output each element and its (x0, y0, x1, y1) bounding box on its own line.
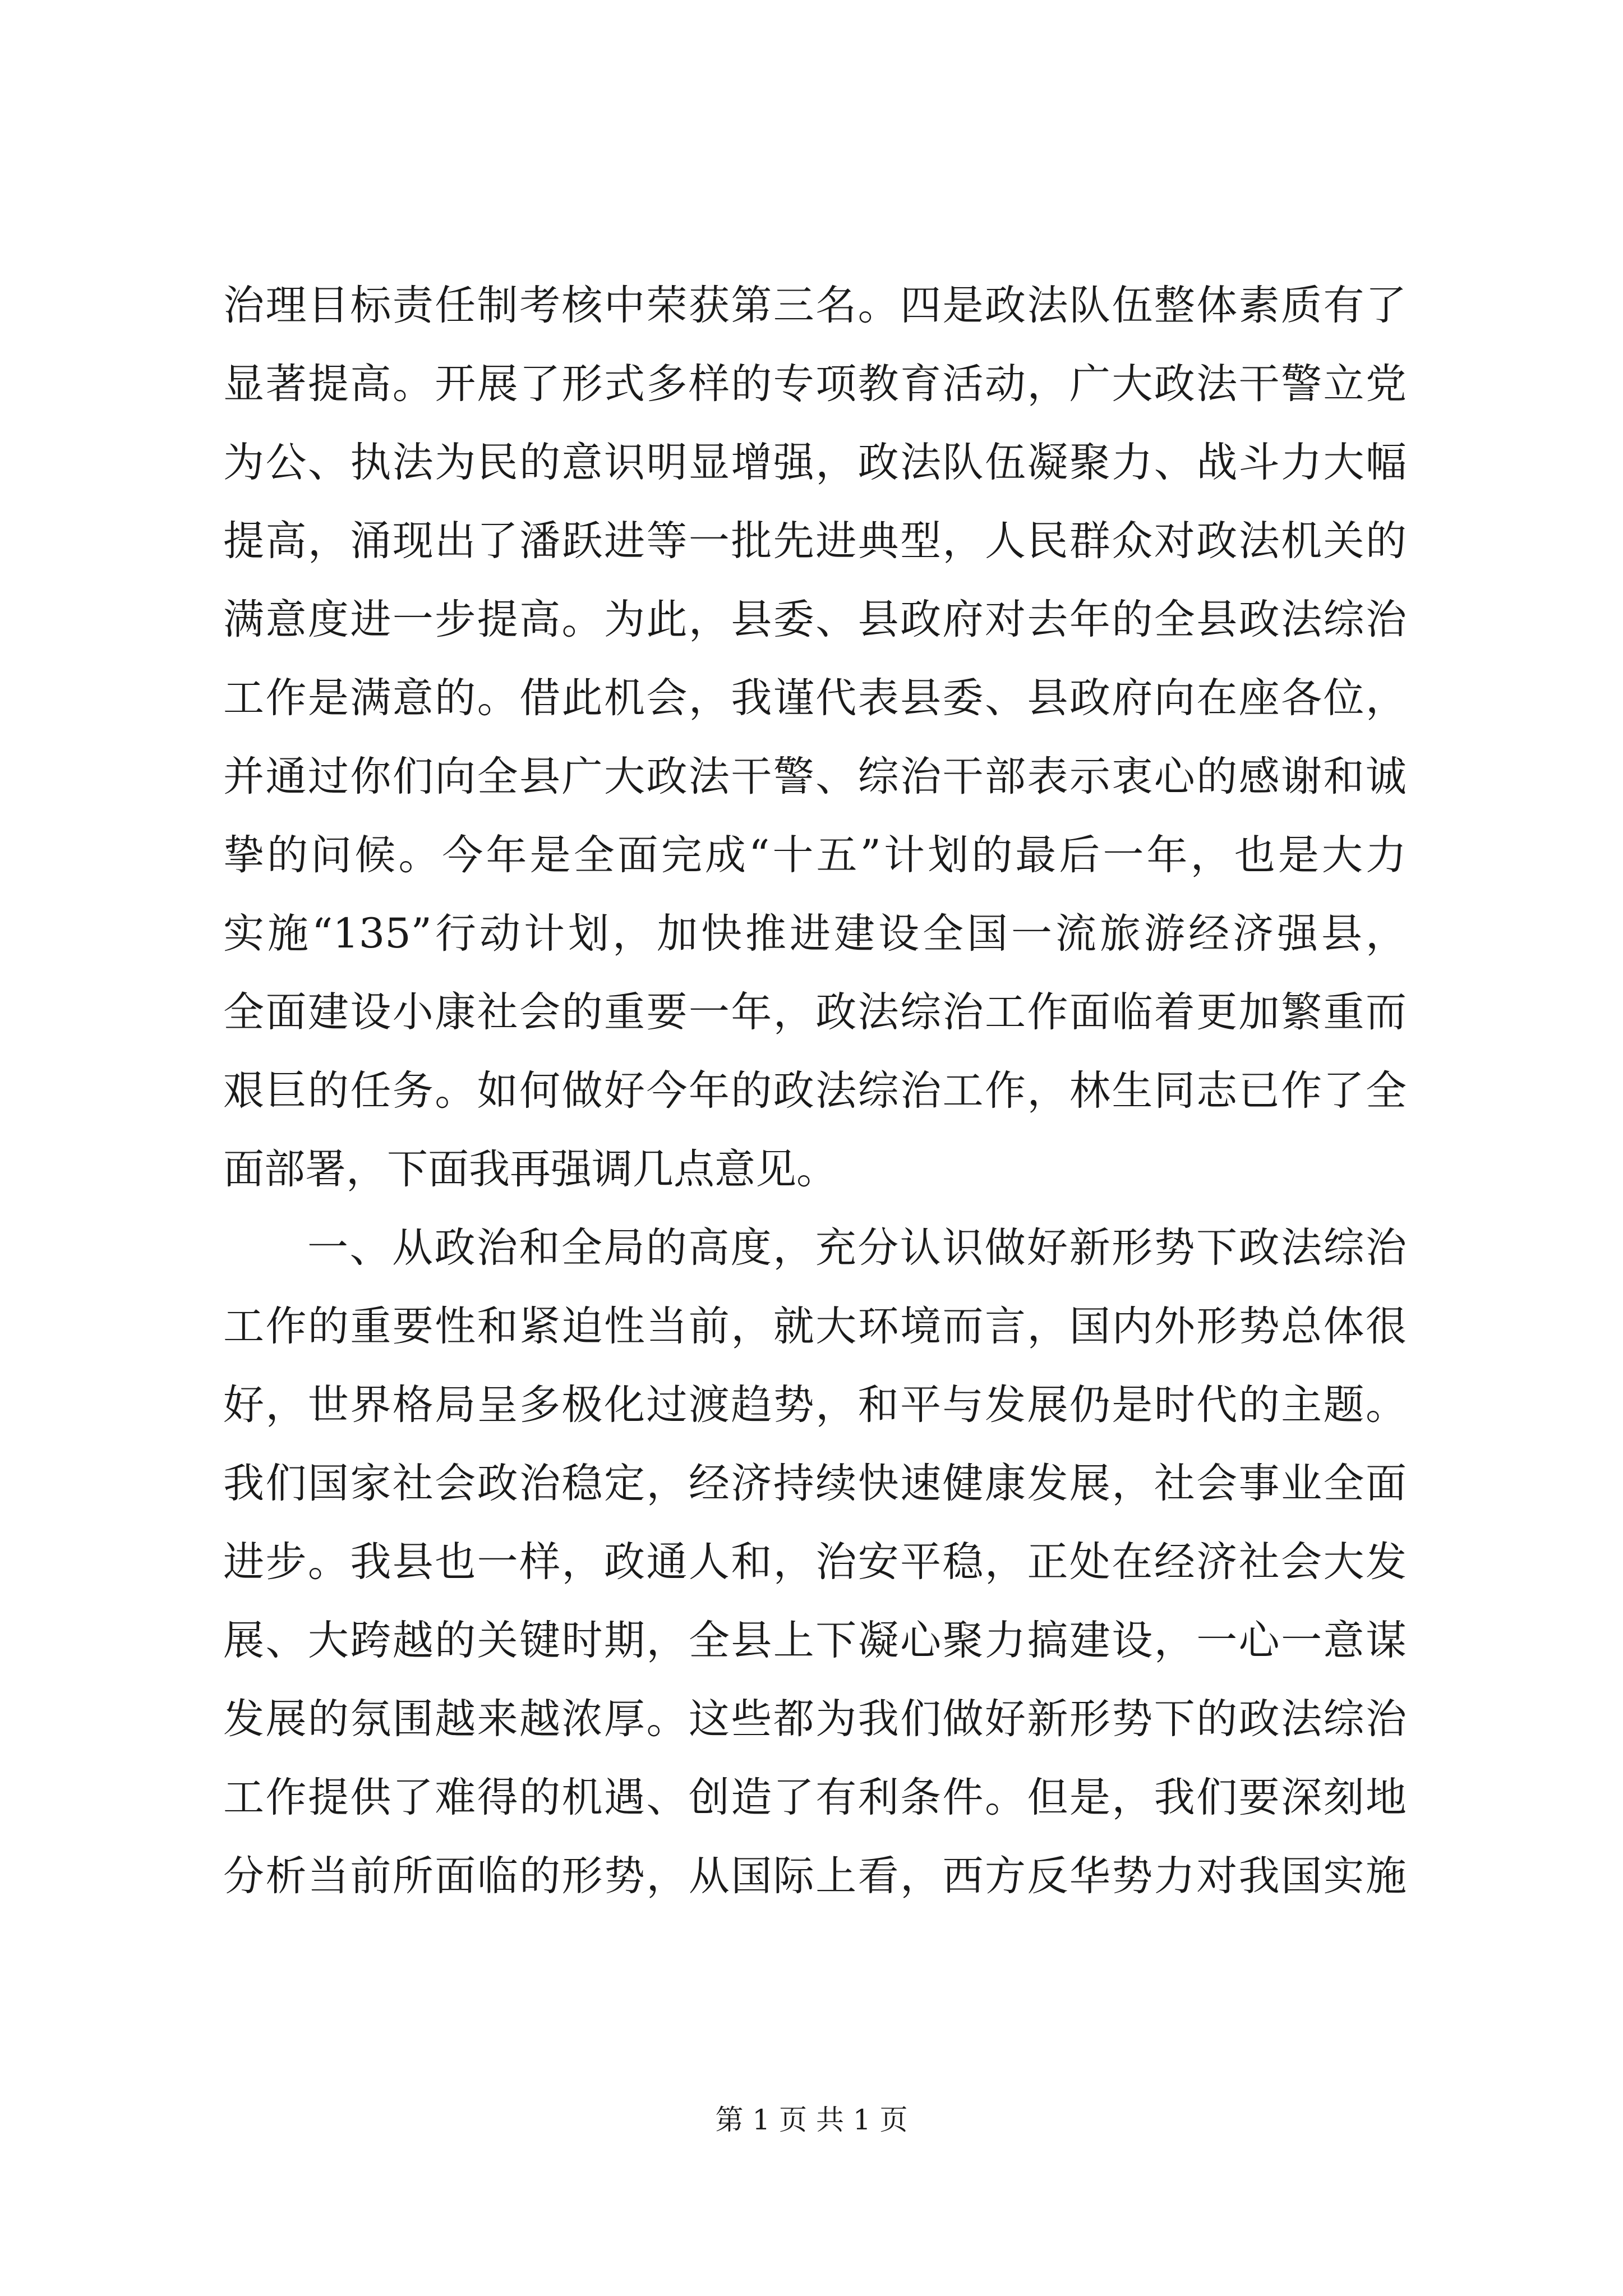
text-line: 展、大跨越的关键时期，全县上下凝心聚力搞建设，一心一意谋 (223, 1617, 1407, 1664)
text-line: 面部署，下面我再强调几点意见。 (223, 1145, 837, 1193)
text-line: 发展的氛围越来越浓厚。这些都为我们做好新形势下的政法综治 (223, 1695, 1407, 1743)
text-line: 治理目标责任制考核中荣获第三名。四是政法队伍整体素质有了 (223, 282, 1407, 329)
text-line: 显著提高。开展了形式多样的专项教育活动，广大政法干警立党 (223, 360, 1407, 408)
text-line: 实施“135”行动计划，加快推进建设全国一流旅游经济强县， (223, 910, 1407, 958)
text-line: 满意度进一步提高。为此，县委、县政府对去年的全县政法综治 (223, 596, 1407, 643)
document-body (223, 266, 1407, 1916)
paragraph-heading-line: 一、从政治和全局的高度，充分认识做好新形势下政法综治 (307, 1224, 1407, 1272)
text-line: 好，世界格局呈多极化过渡趋势，和平与发展仍是时代的主题。 (223, 1381, 1407, 1429)
text-line: 工作提供了难得的机遇、创造了有利条件。但是，我们要深刻地 (223, 1774, 1407, 1821)
text-line: 分析当前所面临的形势，从国际上看，西方反华势力对我国实施 (223, 1852, 1407, 1900)
text-line: 工作的重要性和紧迫性当前，就大环境而言，国内外形势总体很 (223, 1303, 1407, 1350)
text-line: 全面建设小康社会的重要一年，政法综治工作面临着更加繁重而 (223, 988, 1407, 1036)
page-number-footer: 第 1 页 共 1 页 (715, 2104, 908, 2136)
text-line: 进步。我县也一样，政通人和，治安平稳，正处在经济社会大发 (223, 1538, 1407, 1586)
text-line: 并通过你们向全县广大政法干警、综治干部表示衷心的感谢和诚 (223, 753, 1407, 800)
text-line: 提高，涌现出了潘跃进等一批先进典型，人民群众对政法机关的 (223, 517, 1407, 565)
text-line: 艰巨的任务。如何做好今年的政法综治工作，林生同志已作了全 (223, 1067, 1407, 1115)
text-line: 为公、执法为民的意识明显增强，政法队伍凝聚力、战斗力大幅 (223, 439, 1407, 486)
text-line: 我们国家社会政治稳定，经济持续快速健康发展，社会事业全面 (223, 1460, 1407, 1507)
text-line: 挚的问候。今年是全面完成“十五”计划的最后一年，也是大力 (223, 831, 1407, 879)
text-line: 工作是满意的。借此机会，我谨代表县委、县政府向在座各位， (223, 674, 1407, 722)
